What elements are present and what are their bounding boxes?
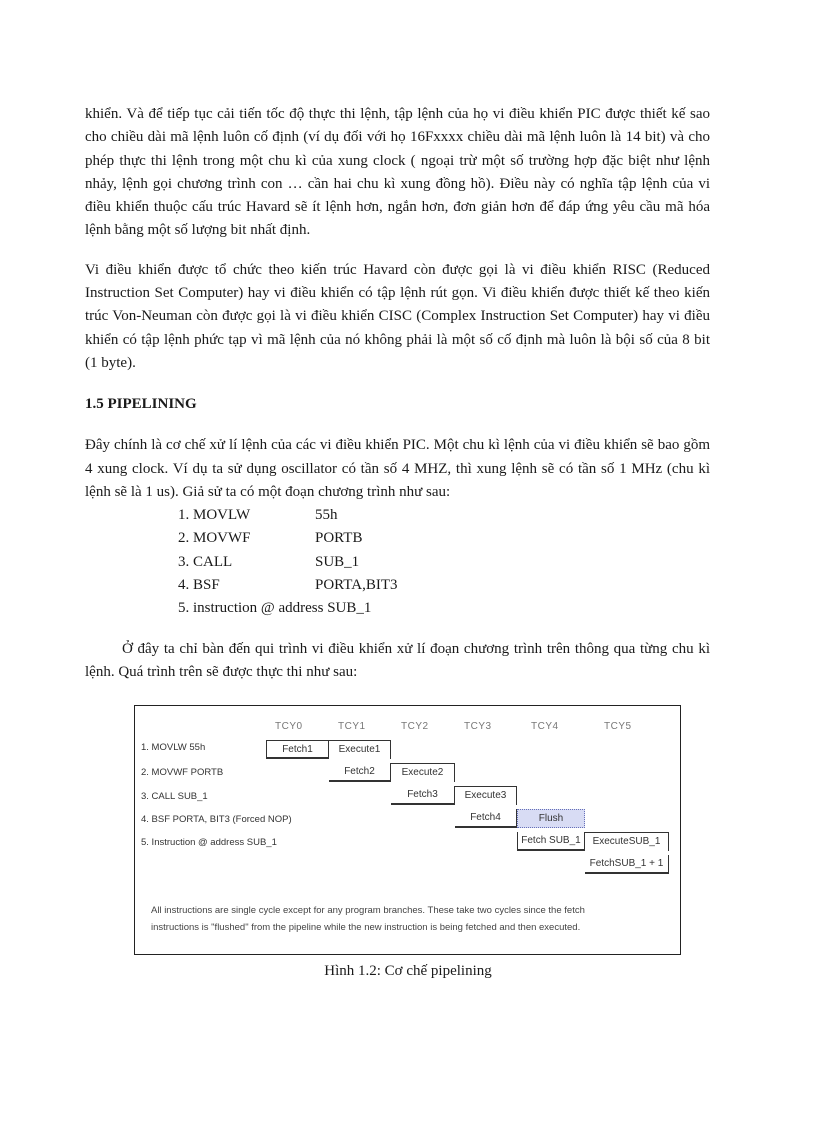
pipeline-figure	[134, 705, 681, 955]
header-tcy0: TCY0	[275, 721, 303, 732]
row-label-1: 1. MOVLW 55h	[141, 742, 206, 753]
header-tcy5: TCY5	[604, 721, 632, 732]
cell-fetch-sub1: Fetch SUB_1	[517, 832, 585, 851]
header-tcy2: TCY2	[401, 721, 429, 732]
code-arg: SUB_1	[315, 553, 360, 570]
cell-flush: Flush	[517, 809, 585, 828]
document-body	[85, 103, 710, 684]
cell-fetch-sub1-plus1: FetchSUB_1 + 1	[585, 855, 669, 874]
cell-execute-sub1: ExecuteSUB_1	[585, 832, 669, 851]
code-line	[178, 574, 710, 597]
code-op: 1. MOVLW	[178, 507, 251, 524]
code-op: 4. BSF	[178, 577, 220, 594]
code-arg: PORTB	[315, 530, 363, 547]
code-line	[178, 551, 710, 574]
paragraph-risc-cisc: Vi điều khiển được tổ chức theo kiến trúc Havard còn được gọi là vi điều khiển RISC (Reduced Instruction Set Computer) hay vi điều khiển có tập lệnh rút gọn. Vi điều khiển được thiết kế theo kiến trúc Von-Neuman còn được gọi là vi điều khiển CISC (Complex Instruction Set Computer) hay vi điều khiển có tập lệnh phức tạp vì mã lệnh của nó không phải là một số cố định mà luôn là bội số của 8 bit (1 byte).	[85, 261, 710, 371]
figure-note	[151, 902, 661, 936]
row-label-4: 4. BSF PORTA, BIT3 (Forced NOP)	[141, 814, 292, 825]
cell-fetch3: Fetch3	[391, 786, 455, 805]
cell-fetch1: Fetch1	[266, 740, 329, 759]
row-label-2: 2. MOVWF PORTB	[141, 767, 224, 778]
cell-execute1: Execute1	[329, 740, 391, 759]
figure-note-line: instructions is "flushed" from the pipeline while the new instruction is being fetched and then executed.	[151, 922, 581, 933]
row-label-5: 5. Instruction @ address SUB_1	[141, 837, 277, 848]
code-listing	[178, 504, 710, 620]
section-heading-pipelining: 1.5 PIPELINING	[85, 396, 197, 413]
cell-fetch4: Fetch4	[455, 809, 517, 828]
cell-execute2: Execute2	[391, 763, 455, 782]
paragraph-pipelining-intro: Đây chính là cơ chế xử lí lệnh của các vi điều khiển PIC. Một chu kì lệnh của vi điều khiển sẽ bao gồm 4 xung clock. Ví dụ ta sử dụng oscillator có tần số 4 MHZ, thì xung lệnh sẽ có tần số 1 MHz (chu kì lệnh sẽ là 1 us). Giả sử ta có một đoạn chương trình như sau:	[85, 437, 710, 500]
figure-caption: Hình 1.2: Cơ chế pipelining	[324, 963, 492, 979]
code-arg: PORTA,BIT3	[315, 577, 398, 594]
code-op: 2. MOVWF	[178, 530, 251, 547]
header-tcy1: TCY1	[338, 721, 366, 732]
code-arg: 55h	[315, 507, 338, 524]
paragraph-havard-instruction-set: khiển. Và để tiếp tục cải tiến tốc độ thực thi lệnh, tập lệnh của họ vi điều khiển PIC được thiết kế sao cho chiều dài mã lệnh luôn cố định (ví dụ đối với họ 16Fxxxx chiều dài mã lệnh luôn là 14 bit) và cho phép thực thi lệnh trong một chu kì của xung clock ( ngoại trừ một số trường hợp đặc biệt như lệnh nhảy, lệnh gọi chương trình con … cần hai chu kì xung đồng hồ). Điều này có nghĩa tập lệnh của vi điều khiển thuộc cấu trúc Havard sẽ ít lệnh hơn, ngắn hơn, đơn giản hơn để đáp ứng yêu cầu mã hóa lệnh bằng một số lượng bit nhất định.	[85, 106, 710, 239]
row-label-3: 3. CALL SUB_1	[141, 791, 208, 802]
code-line	[178, 504, 710, 527]
cell-fetch2: Fetch2	[329, 763, 391, 782]
code-op: 5. instruction @ address SUB_1	[178, 600, 372, 617]
code-line	[178, 597, 710, 620]
code-line	[178, 527, 710, 550]
code-op: 3. CALL	[178, 553, 233, 570]
paragraph-pipelining-process: Ở đây ta chỉ bàn đến qui trình vi điều khiển xử lí đoạn chương trình trên thông qua từng chu kì lệnh. Quá trình trên sẽ được thực thi như sau:	[85, 640, 710, 680]
figure-note-line: All instructions are single cycle except for any program branches. These take two cycles since the fetch	[151, 905, 585, 916]
header-tcy4: TCY4	[531, 721, 559, 732]
cell-execute3: Execute3	[455, 786, 517, 805]
header-tcy3: TCY3	[464, 721, 492, 732]
